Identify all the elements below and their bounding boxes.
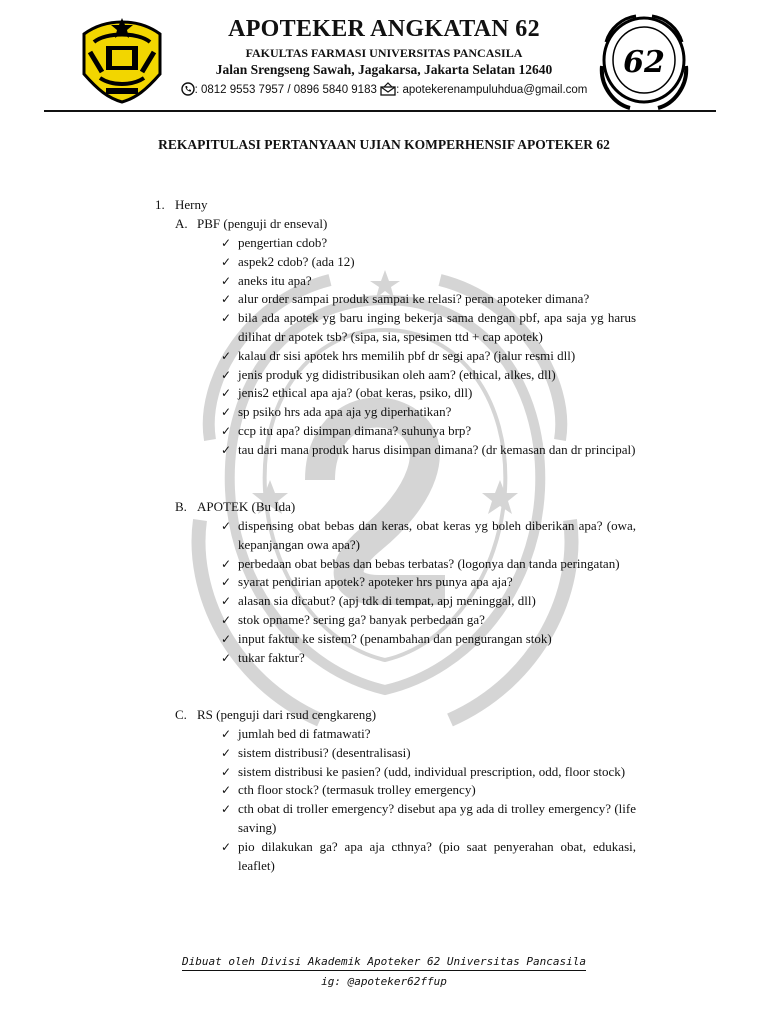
checkmark-icon: ✓ xyxy=(221,783,232,798)
section-letter: A. xyxy=(175,216,188,231)
seal-number: 62 xyxy=(623,45,665,80)
checkmark-icon: ✓ xyxy=(221,273,232,288)
section-title: RS (penguji dari rsud cengkareng) xyxy=(197,707,377,722)
list-item: ✓ sistem distribusi? (desentralisasi) xyxy=(221,744,636,763)
list-item: ✓ cth floor stock? (termasuk trolley emergency) xyxy=(221,781,636,800)
header-email: : apotekerenampuluhdua@gmail.com xyxy=(396,84,588,96)
section-a-items xyxy=(221,234,636,460)
list-item: ✓ stok opname? sering ga? banyak perbedaan ga? xyxy=(221,611,636,630)
list-item: ✓ pengertian cdob? xyxy=(221,234,636,253)
section-letter: B. xyxy=(175,499,187,514)
checkmark-icon: ✓ xyxy=(221,442,232,457)
checkmark-icon: ✓ xyxy=(221,764,232,779)
checkmark-icon: ✓ xyxy=(221,423,232,438)
section-b-items xyxy=(221,517,636,667)
list-item: ✓ dispensing obat bebas dan keras, obat keras yg boleh diberikan apa? (owa, kepanjangan owa apa?) xyxy=(221,518,636,552)
section-c-heading xyxy=(175,706,376,725)
checkmark-icon: ✓ xyxy=(221,292,232,307)
list-item: ✓ tukar faktur? xyxy=(221,649,636,668)
list-item: ✓ jenis produk yg didistribusikan oleh aam? (ethical, alkes, dll) xyxy=(221,366,636,385)
list-item: ✓ cth obat di troller emergency? disebut apa yg ada di trolley emergency? (life saving) xyxy=(221,801,636,835)
footer-instagram: ig: @apoteker62ffup xyxy=(321,975,447,988)
section-c-items xyxy=(221,725,636,875)
footer-credit: Dibuat oleh Divisi Akademik Apoteker 62 Universitas Pancasila xyxy=(182,955,586,971)
list-item: ✓ aspek2 cdob? (ada 12) xyxy=(221,253,636,272)
header-address: Jalan Srengseng Sawah, Jagakarsa, Jakarta Selatan 12640 xyxy=(215,62,553,77)
person-number: 1. xyxy=(155,197,165,212)
list-item: ✓ alasan sia dicabut? (apj tdk di tempat, apj meninggal, dll) xyxy=(221,592,636,611)
list-item: ✓ jumlah bed di fatmawati? xyxy=(221,725,636,744)
section-title: PBF (penguji dr enseval) xyxy=(197,216,328,231)
section-title: APOTEK (Bu Ida) xyxy=(197,499,296,514)
checkmark-icon: ✓ xyxy=(221,405,232,420)
list-item: ✓ sp psiko hrs ada apa aja yg diperhatikan? xyxy=(221,403,636,422)
list-item: ✓ jenis2 ethical apa aja? (obat keras, psiko, dll) xyxy=(221,384,636,403)
email-icon xyxy=(380,82,396,99)
checkmark-icon: ✓ xyxy=(221,650,232,665)
checkmark-icon: ✓ xyxy=(221,348,232,363)
section-letter: C. xyxy=(175,707,187,722)
list-item: ✓ aneks itu apa? xyxy=(221,272,636,291)
checkmark-icon: ✓ xyxy=(221,519,232,533)
checkmark-icon: ✓ xyxy=(221,556,232,571)
checkmark-icon: ✓ xyxy=(221,839,232,854)
person-name: Herny xyxy=(175,197,208,212)
checkmark-icon: ✓ xyxy=(221,802,232,817)
document-title: REKAPITULASI PERTANYAAN UJIAN KOMPERHENSIF APOTEKER 62 xyxy=(158,137,610,152)
list-item: ✓ syarat pendirian apotek? apoteker hrs punya apa aja? xyxy=(221,573,636,592)
person-entry xyxy=(155,196,208,215)
list-item: ✓ ccp itu apa? disimpan dimana? suhunya brp? xyxy=(221,422,636,441)
checkmark-icon: ✓ xyxy=(221,745,232,760)
list-item: ✓ alur order sampai produk sampai ke relasi? peran apoteker dimana? xyxy=(221,290,636,309)
checkmark-icon: ✓ xyxy=(221,631,232,646)
page-footer xyxy=(0,955,768,988)
list-item: ✓ pio dilakukan ga? apa aja cthnya? (pio saat penyerahan obat, edukasi, leaflet) xyxy=(221,838,636,873)
header-divider xyxy=(44,110,716,112)
checkmark-icon: ✓ xyxy=(221,367,232,382)
list-item: ✓ tau dari mana produk harus disimpan dimana? (dr kemasan dan dr principal) xyxy=(221,441,636,460)
header-title: APOTEKER ANGKATAN 62 xyxy=(228,16,540,42)
list-item: ✓ input faktur ke sistem? (penambahan dan pengurangan stok) xyxy=(221,630,636,649)
checkmark-icon: ✓ xyxy=(221,254,232,269)
section-b-heading xyxy=(175,498,295,517)
header-faculty: FAKULTAS FARMASI UNIVERSITAS PANCASILA xyxy=(245,46,523,60)
header-phone: : 0812 9553 7957 / 0896 5840 9183 xyxy=(194,84,377,96)
phone-icon xyxy=(181,82,195,99)
checkmark-icon: ✓ xyxy=(221,575,232,590)
list-item: ✓ perbedaan obat bebas dan bebas terbatas? (logonya dan tanda peringatan) xyxy=(221,555,636,574)
checkmark-icon: ✓ xyxy=(221,727,232,741)
list-item: ✓ bila ada apotek yg baru inging bekerja sama dengan pbf, apa saja yg harus dilihat dr apotek tsb? (sipa, sia, spesimen ttd + cap apotek) xyxy=(221,310,636,344)
checkmark-icon: ✓ xyxy=(221,386,232,401)
list-item: ✓ kalau dr sisi apotek hrs memilih pbf dr segi apa? (jalur resmi dll) xyxy=(221,347,636,366)
checkmark-icon: ✓ xyxy=(221,612,232,627)
list-item: ✓ sistem distribusi ke pasien? (udd, individual prescription, odd, floor stock) xyxy=(221,763,636,782)
header-contact xyxy=(0,82,768,99)
section-a-heading xyxy=(175,215,327,234)
checkmark-icon: ✓ xyxy=(221,236,232,250)
checkmark-icon: ✓ xyxy=(221,311,232,326)
checkmark-icon: ✓ xyxy=(221,594,232,609)
